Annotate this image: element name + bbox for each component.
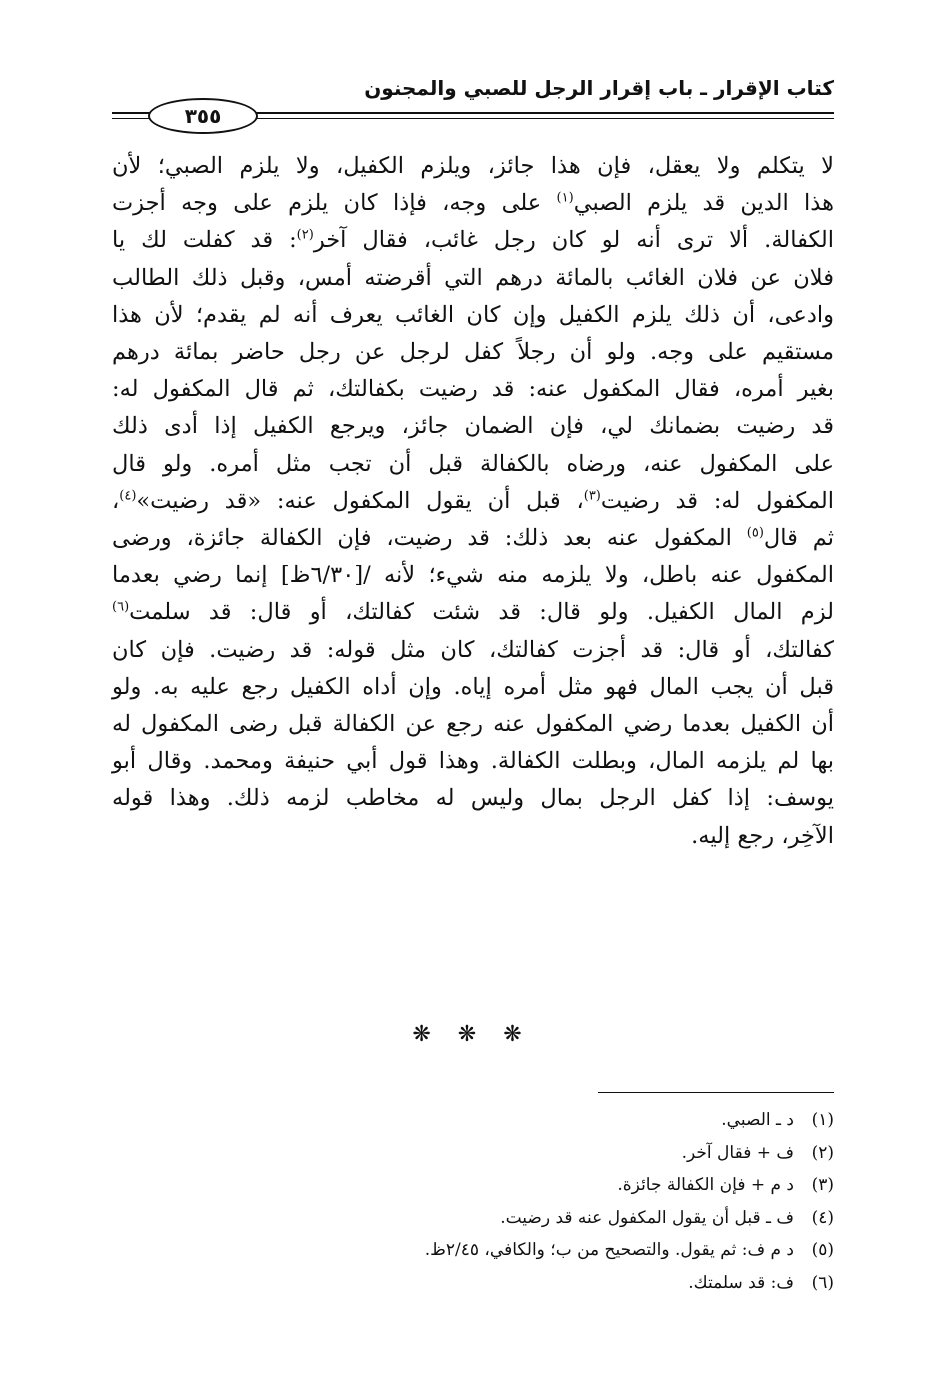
text-line: بغير أمره، فقال المكفول عنه: قد رضيت بكفالتك، ثم قال المكفول له: (112, 376, 834, 403)
footnote-text: ف: قد سلمتك. (688, 1272, 794, 1293)
footnote-marker: (٢) (296, 227, 314, 243)
text-line: هذا الدين قد يلزم الصبي$^{(١)}$ على وجه، فإذا كان يلزم على وجه أجزت (112, 190, 834, 217)
footnote-item (112, 1267, 834, 1300)
text-line: المكفول عنه باطل، ولا يلزمه منه شيء؛ لأنه /[٦/٣٠ظ] إنما رضي بعدما (112, 562, 834, 589)
text-line: بها لم يلزمه المال، وبطلت الكفالة. وهذا قول أبي حنيفة ومحمد. وقال أبو (112, 748, 834, 775)
footnote-text: د م ف: ثم يقول. والتصحيح من ب؛ والكافي، ٢/٤٥ظ. (424, 1240, 794, 1260)
text-line: الكفالة. ألا ترى أنه لو كان رجل غائب، فقال آخر$^{(٢)}$: قد كفلت لك يا (112, 227, 835, 254)
main-text (112, 148, 834, 855)
text-line: يوسف: إذا كفل الرجل بمال وليس له مخاطب لزمه ذلك. وهذا قوله (112, 785, 834, 812)
footnote-item (112, 1234, 834, 1267)
text-line: كفالتك، أو قال: قد أجزت كفالتك، كان مثل قوله: قد رضيت. فإن كان (112, 636, 834, 663)
text-line: وادعى، أن ذلك يلزم الكفيل وإن كان الغائب يعرف أنه لم يقدم؛ لأن هذا (112, 301, 834, 328)
text-line: الآخِر، رجع إليه. (691, 822, 834, 849)
text-line: فلان عن فلان الغائب بالمائة درهم التي أقرضته أمس، وقبل ذلك الطالب (112, 264, 834, 291)
footnote-marker: (١) (556, 190, 574, 206)
footnote-item (112, 1104, 834, 1137)
text-line: قبل أن يجب المال فهو مثل أمره إياه. وإن أداه الكفيل رجع عليه به. ولو (112, 673, 834, 700)
footnote-text: د م + فإن الكفالة جائزة. (617, 1175, 794, 1195)
footnote-number: (١) (811, 1110, 834, 1130)
footnote-separator (598, 1092, 834, 1093)
text-line: لزم المال الكفيل. ولو قال: قد شئت كفالتك، أو قال: قد سلمت$^{(٦)}$ (112, 599, 834, 626)
footnote-item (112, 1202, 834, 1235)
footnote-text: ف + فقال آخر. (681, 1142, 794, 1163)
footnote-number: (٦) (811, 1272, 834, 1293)
text-line: قد رضيت بضمانك لي، فإن الضمان جائز، ويرجع الكفيل إذا أدى ذلك (112, 413, 834, 440)
footnote-marker: (٤) (119, 488, 137, 504)
text-line: ثم قال$^{(٥)}$ المكفول عنه بعد ذلك: قد رضيت، فإن الكفالة جائزة، ورضى (112, 525, 834, 552)
text-line: على المكفول عنه، ورضاه بالكفالة قبل أن تجب مثل أمره. ولو قال (112, 450, 834, 477)
footnote-text: ف ـ قبل أن يقول المكفول عنه قد رضيت. (500, 1207, 794, 1228)
footnote-item (112, 1169, 834, 1202)
page-number: ٣٥٥ (148, 98, 258, 134)
text-line: لا يتكلم ولا يعقل، فإن هذا جائز، ويلزم الكفيل، ولا يلزم الصبي؛ لأن (112, 153, 834, 179)
page-header (112, 72, 834, 128)
footnote-item (112, 1137, 834, 1170)
footnote-number: (٢) (811, 1142, 834, 1163)
footnote-marker: (٥) (746, 525, 764, 541)
footnote-number: (٥) (811, 1240, 834, 1260)
running-title: كتاب الإقرار ـ باب إقرار الرجل للصبي والمجنون (364, 76, 834, 100)
footnote-marker: (٦) (112, 599, 130, 615)
footnotes-list (112, 1104, 834, 1299)
footnote-marker: (٣) (583, 488, 601, 504)
text-line: مستقيم على وجه. ولو أن رجلاً كفل لرجل عن رجل حاضر بمائة درهم (112, 339, 834, 366)
footnote-text: د ـ الصبي. (721, 1110, 794, 1130)
footnote-number: (٣) (811, 1175, 834, 1195)
section-ornament: ❋ ❋ ❋ (412, 1022, 532, 1047)
text-line: المكفول له: قد رضيت$^{(٣)}$، قبل أن يقول المكفول عنه: «قد رضيت»$^{(٤)}$، (112, 487, 834, 514)
footnote-number: (٤) (811, 1207, 834, 1228)
text-line: أن الكفيل بعدما رضي المكفول عنه رجع عن الكفالة قبل رضى المكفول له (112, 711, 834, 738)
